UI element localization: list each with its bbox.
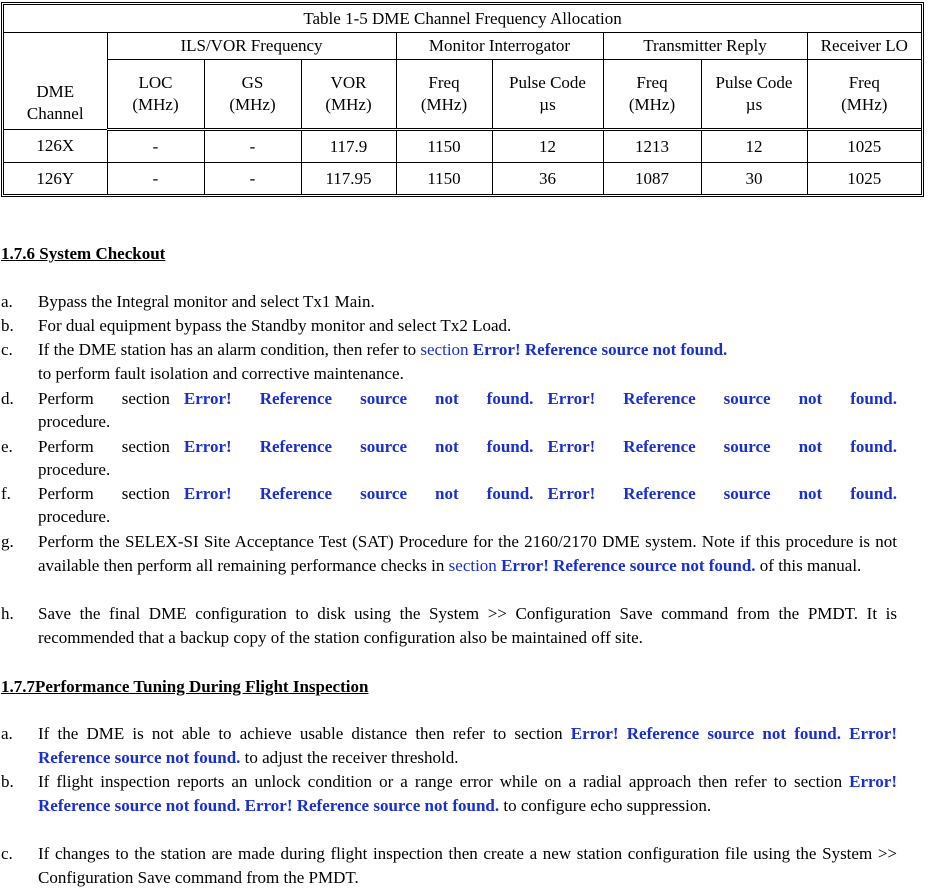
cell-gs: - [204,163,301,195]
list-text: Perform the SELEX-SI Site Acceptance Test (SAT) Procedure for the 2160/2170 DME system. Note if this procedure is not available then perform all remaining performance checks in section Error! Reference source not found. of this manual. [38,532,897,575]
group-ils-vor: ILS/VOR Frequency [107,33,396,60]
list-text: For dual equipment bypass the Standby monitor and select Tx2 Load. [38,316,512,335]
cell-monitor-freq: 1150 [396,163,492,195]
reference-error[interactable]: Error! Reference source not found. [472,340,728,359]
cell-receiver-freq: 1025 [807,163,921,195]
list-item [1,842,897,890]
table-row [4,163,921,195]
header-transmitter-pulse-code: Pulse Code µs [701,60,807,130]
cell-vor: 117.9 [301,130,396,163]
header-dme-channel [4,33,107,130]
list-label: b. [1,772,14,791]
list-label: c. [1,844,13,863]
header-loc: LOC (MHz) [107,60,204,130]
reference-error[interactable]: Error! Reference source not found. [501,556,756,575]
reference-error[interactable]: Error! Reference source not found. [547,389,897,408]
reference-error[interactable]: Error! Reference source not found. [547,484,897,503]
reference-error[interactable]: Error! Reference source not found. [570,724,841,743]
cell-receiver-freq: 1025 [807,130,921,163]
cell-transmitter-pulse: 12 [701,130,807,163]
header-monitor-freq: Freq (MHz) [396,60,492,130]
list-text: If changes to the station are made during flight inspection then create a new station configuration file using the System >> Configuration Save command from the PMDT. [38,844,897,887]
section-heading-performance-tuning: 1.7.7Performance Tuning During Flight Inspection [1,677,369,696]
cell-monitor-freq: 1150 [396,130,492,163]
list-item [1,338,897,386]
header-dme-line1: DME [36,82,75,101]
cell-channel: 126X [4,130,107,163]
reference-error[interactable]: Error! Reference source not found. [38,724,898,767]
cell-transmitter-pulse: 30 [701,163,807,195]
table-title: Table 1-5 DME Channel Frequency Allocation [4,5,921,33]
cell-monitor-pulse: 36 [492,163,603,195]
section-link[interactable]: section [448,556,497,575]
group-transmitter-reply: Transmitter Reply [603,33,807,60]
cell-transmitter-freq: 1087 [603,163,701,195]
header-receiver-freq: Freq (MHz) [807,60,921,130]
section-link[interactable]: section [420,340,469,359]
list-text: Bypass the Integral monitor and select Tx1 Main. [38,292,375,311]
frequency-allocation-table [4,5,921,194]
list-label: b. [1,316,14,335]
group-monitor-interrogator: Monitor Interrogator [396,33,603,60]
reference-error[interactable]: Error! Reference source not found. [183,389,534,408]
list-label: e. [1,437,13,456]
header-vor: VOR (MHz) [301,60,396,130]
list-label: f. [1,484,11,503]
reference-error[interactable]: Error! Reference source not found. [183,437,534,456]
section-heading-system-checkout: 1.7.6 System Checkout [1,244,166,263]
list-item: d. Perform section Error! Reference source not found. Error! Reference source not found. procedure. [1,389,897,431]
list-label: a. [1,724,13,743]
cell-loc: - [107,130,204,163]
list-text: Save the final DME configuration to disk using the System >> Configuration Save command from the PMDT. It is recommended that a backup copy of the station configuration also be maintained off site. [38,604,897,647]
list-label: c. [1,340,13,359]
list-item [1,602,897,650]
reference-error[interactable]: Error! Reference source not found. [183,484,534,503]
reference-error[interactable]: Error! Reference source not found. [244,796,500,815]
list-item [1,314,897,338]
list-label: h. [1,604,14,623]
list-item [1,722,897,770]
list-item: e. Perform section Error! Reference source not found. Error! Reference source not found. procedure. [1,437,897,479]
cell-transmitter-freq: 1213 [603,130,701,163]
header-monitor-pulse-code: Pulse Code µs [492,60,603,130]
frequency-allocation-table-frame [1,2,924,197]
list-item: f. Perform section Error! Reference source not found. Error! Reference source not found. procedure. [1,484,897,526]
list-label: g. [1,532,14,551]
list-text: If the DME station has an alarm condition, then refer to section Error! Reference source not found. to perform fault isolation and corrective maintenance. [38,340,728,383]
header-gs: GS (MHz) [204,60,301,130]
list-text: If flight inspection reports an unlock condition or a range error while on a radial approach then refer to section Error! Reference source not found. Error! Reference source not found. to configure echo suppression. [38,772,897,815]
reference-error[interactable]: Error! Reference source not found. [38,772,897,815]
list-text: Perform section Error! Reference source not found. Error! Reference source not found. [38,389,897,408]
cell-channel: 126Y [4,163,107,195]
table-row [4,130,921,163]
list-label: a. [1,292,13,311]
list-text: Perform section Error! Reference source not found. Error! Reference source not found. [38,437,897,456]
cell-monitor-pulse: 12 [492,130,603,163]
list-label: d. [1,389,14,408]
cell-gs: - [204,130,301,163]
group-receiver-lo: Receiver LO [807,33,921,60]
list-text: Perform section Error! Reference source not found. Error! Reference source not found. [38,484,897,503]
header-transmitter-freq: Freq (MHz) [603,60,701,130]
list-item [1,290,897,314]
list-text: If the DME is not able to achieve usable distance then refer to section Error! Reference source not found. Error! Reference source not found. to adjust the receiver threshold. [38,724,898,767]
header-dme-line2: Channel [26,104,84,123]
reference-error[interactable]: Error! Reference source not found. [547,437,897,456]
list-item [1,770,897,818]
cell-loc: - [107,163,204,195]
list-item [1,530,897,578]
cell-vor: 117.95 [301,163,396,195]
